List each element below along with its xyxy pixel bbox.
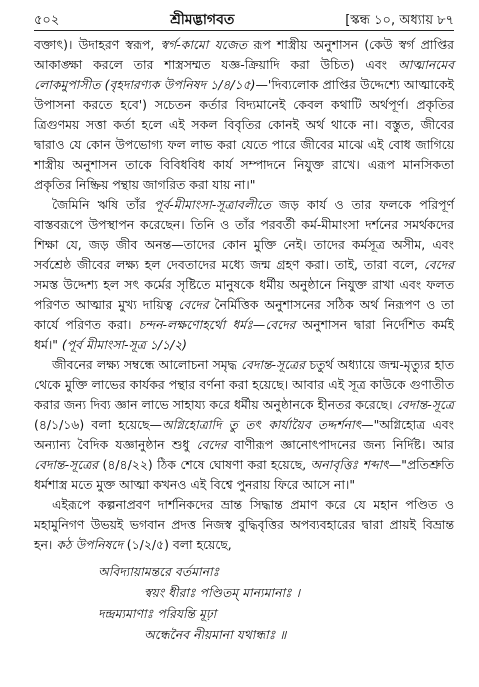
italic-citation: বেদান্ত-সূত্রের bbox=[34, 457, 99, 472]
italic-citation: স্বর্গ-কামো যজেত bbox=[160, 37, 248, 52]
text-segment: চতুর্থ অধ্যায়ে জন্ম-মৃত্যুর হাত থেকে মুক্তি লাভের কার্যকর পন্থার বর্ণনা করা হয়েছে। আবার এই সূত্র কাউকে গুণাতীত করার জন্য দিব্য জ্ঞান লাভে সাহায্য করে ধর্মীয় অনুষ্ঠানকে হীনতর করেছে। bbox=[34, 357, 454, 412]
text-segment: অনুশাসন দ্বারা নির্দেশিত কর্মই ধর্ম।" bbox=[34, 317, 454, 352]
paragraph bbox=[34, 495, 454, 555]
italic-citation: পূর্ব-মীমাংসা-সূত্রাবলীতে bbox=[153, 197, 271, 212]
italic-citation: বেদের bbox=[196, 437, 227, 452]
italic-citation: বেদান্ত-সূত্রের bbox=[240, 357, 306, 372]
paragraph bbox=[34, 35, 454, 195]
chapter-reference: [স্কন্ধ ১০, অধ্যায় ৮৭ bbox=[345, 13, 454, 28]
italic-citation: বেদের bbox=[423, 257, 454, 272]
paragraph bbox=[34, 355, 454, 495]
text-segment: সমস্ত উদ্দেশ্য হল সৎ কর্মের সৃষ্টিতে মানুষকে ধর্মীয় অনুষ্ঠানে নিযুক্ত রাখা এবং ফলত পরিণত আত্মার মুখ্য দায়িত্ব bbox=[34, 277, 454, 312]
text-segment: জৈমিনি ঋষি তাঁর bbox=[52, 197, 154, 212]
page bbox=[34, 8, 454, 645]
text-segment: এইরূপে কল্পনাপ্রবণ দার্শনিকদের ভ্রান্ত সিদ্ধান্ত প্রমাণ করে যে মহান পণ্ডিত ও মহামুনিগণ উভয়ই ভগবান প্রদত্ত নিজস্ব বুদ্ধিবৃত্তির অপব্যবহারের দ্বারা প্রায়ই বিভ্রান্ত হন। bbox=[34, 497, 454, 552]
page-header bbox=[34, 8, 454, 30]
text-segment: জীবনের লক্ষ্য সম্বন্ধে আলোচনা সমৃদ্ধ bbox=[52, 357, 241, 372]
text-segment: বাণীরূপ জ্ঞানোৎপাদনের জন্য নির্দিষ্ট। আর bbox=[226, 437, 454, 452]
verse-block bbox=[34, 561, 454, 645]
text-segment: রূপ শাস্ত্রীয় অনুশাসন (কেউ স্বর্গ প্রাপ্তির আকাঙ্ক্ষা করলে তার শাস্ত্রসম্মত যজ্ঞ-ক্রিয়াদি করা উচিত) এবং bbox=[34, 37, 454, 72]
text-segment: নৈর্মিত্তিক অনুশাসনের সঠিক অর্থ নিরূপণ ও তা কার্যে পরিণত করা। bbox=[34, 297, 454, 332]
italic-citation: কঠ উপনিষদে bbox=[56, 537, 123, 552]
italic-citation: অগ্নিহোত্রাদি তু তৎ কার্যায়ৈব তদ্দর্শনাৎ bbox=[161, 417, 362, 432]
text-segment: (৪/৪/২২) ঠিক শেষে ঘোষণা করা হয়েছে, bbox=[98, 457, 311, 472]
verse-line: দন্দ্রম্যমাণাঃ পরিযন্তি মূঢ়া bbox=[98, 606, 217, 621]
text-segment: বক্তাৎ)। উদাহরণ স্বরূপ, bbox=[34, 37, 161, 52]
italic-citation: বেদের bbox=[178, 297, 209, 312]
italic-citation: বেদের bbox=[265, 317, 296, 332]
page-number: ৫০২ bbox=[34, 13, 60, 28]
italic-citation: বেদান্ত-সূত্রে bbox=[396, 397, 454, 412]
text-segment: —"প্রতিশ্রুতি ধর্মশাস্ত্র মতে মুক্ত আত্মা কখনও এই বিশ্বে পুনরায় ফিরে আসে না।" bbox=[34, 457, 454, 492]
italic-citation: (পূর্ব মীমাংসা-সূত্র ১/১/২) bbox=[61, 337, 188, 352]
verse-line: স্বয়ং ধীরাঃ পণ্ডিতম্ মান্যমানাঃ । bbox=[144, 585, 301, 600]
italic-citation: চন্দন-লক্ষণোহর্থো ধর্মঃ bbox=[138, 317, 253, 332]
paragraph bbox=[34, 195, 454, 355]
verse-line: অবিদ্যায়ামন্তরে বর্তমানাঃ bbox=[98, 564, 220, 579]
text-segment: —'দিব্যলোক প্রাপ্তির উদ্দেশ্যে আত্মাকেই উপাসনা করতে হবে') সচেতন কর্তার বিদ্যমানেই কেবল কথাটি অর্থপূর্ণ। প্রকৃতির ত্রিগুণময় সত্তা কর্তা হলে এই সকল বিবৃতির কোনই অর্থ থাকে না। বস্তুত, জীবের দ্বারাও যে কোন উপভোগ্য ফল লাভ করা যেতে পারে জীবের মাঝে এই বোধ জাগিয়ে শাস্ত্রীয় অনুশাসন তাকে বিবিধবিধ কার্য সম্পাদনে নিযুক্ত রাখে। এরূপ মানসিকতা প্রকৃতির নিষ্ক্রিয় পন্থায় জাগরিত করা যায় না।" bbox=[34, 77, 454, 192]
italic-citation: আত্মানমেব লোকমুপাসীত (বৃহদারণ্যক উপনিষদ ১/৪/১৫) bbox=[34, 57, 454, 92]
book-title: শ্রীমদ্ভাগবত bbox=[170, 12, 235, 28]
italic-citation: অনাবৃত্তিঃ শব্দাৎ bbox=[310, 457, 389, 472]
verse-line: অন্ধেনৈব নীয়মানা যথান্ধাঃ ॥ bbox=[144, 627, 287, 642]
text-segment: (৪/১/১৬) বলা হয়েছে— bbox=[34, 417, 162, 432]
text-segment: —"অগ্নিহোত্র এবং অন্যান্য বৈদিক যজ্ঞানুষ্ঠান শুধু bbox=[34, 417, 454, 452]
text-segment: — bbox=[252, 317, 266, 332]
text-segment: (১/২/৫) বলা হয়েছে, bbox=[122, 537, 232, 552]
body-text bbox=[34, 35, 454, 555]
text-segment: জড় কার্য ও তার ফলকে পরিপূর্ণ বাস্তবরূপে উপস্থাপন করেছেন। তিনি ও তাঁর পরবর্তী কর্ম-মীমাংসা দর্শনের সমর্থকদের শিক্ষা যে, জড় জীব অনন্ত—তাদের কোন মুক্তি নেই। তাদের কর্মসূত্র অসীম, এবং সর্বশ্রেষ্ঠ জীবের লক্ষ্য হল দেবতাদের মধ্যে জন্ম গ্রহণ করা। তাই, তারা বলে, bbox=[34, 197, 454, 272]
